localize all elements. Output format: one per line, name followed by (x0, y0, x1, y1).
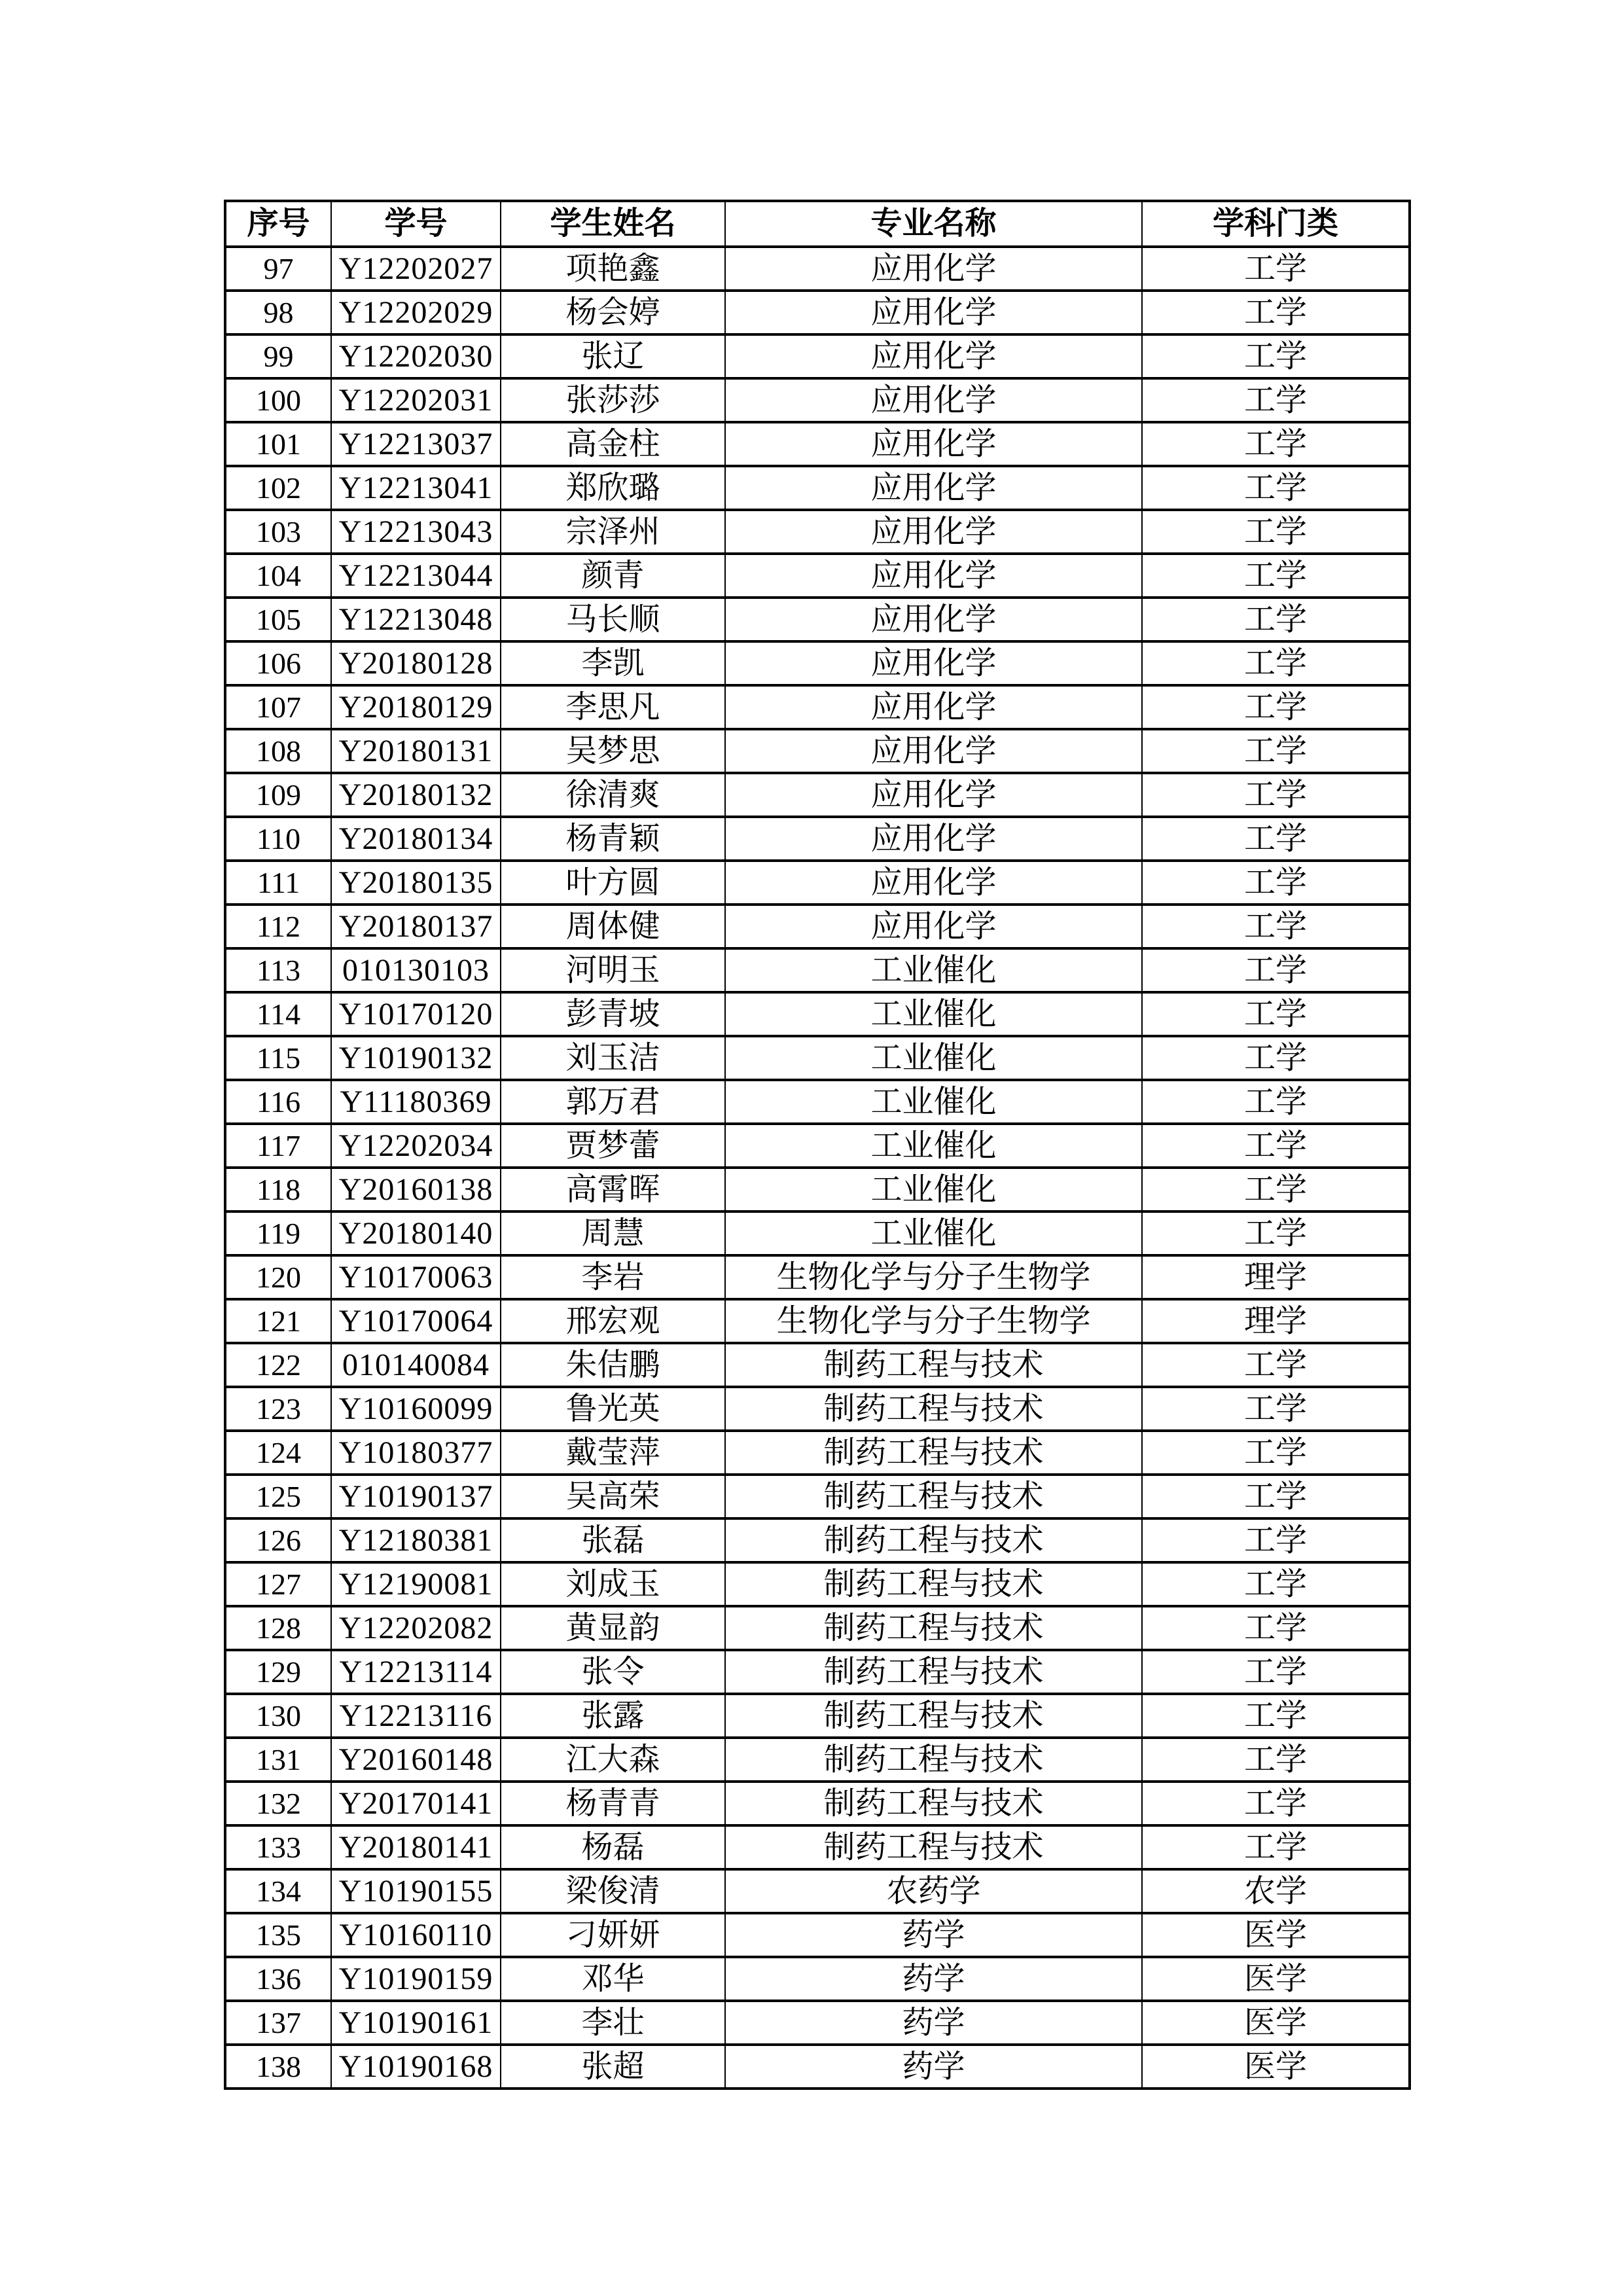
cell-student-id: Y12202034 (331, 1124, 501, 1168)
cell-student-name: 周慧 (501, 1211, 725, 1255)
cell-discipline: 工学 (1142, 1211, 1410, 1255)
cell-major: 工业催化 (725, 1211, 1142, 1255)
cell-major: 制药工程与技术 (725, 1475, 1142, 1518)
cell-student-id: Y20170141 (331, 1782, 501, 1825)
cell-major: 生物化学与分子生物学 (725, 1299, 1142, 1343)
table-row (225, 817, 1410, 861)
cell-major: 工业催化 (725, 992, 1142, 1036)
cell-student-name: 张莎莎 (501, 378, 725, 422)
cell-student-name: 徐清爽 (501, 773, 725, 817)
cell-student-name: 吴梦思 (501, 729, 725, 773)
table-row (225, 992, 1410, 1036)
cell-student-id: Y10190137 (331, 1475, 501, 1518)
cell-discipline: 工学 (1142, 685, 1410, 729)
cell-student-id: Y20180132 (331, 773, 501, 817)
cell-student-name: 宗泽州 (501, 510, 725, 554)
cell-discipline: 工学 (1142, 992, 1410, 1036)
cell-index: 135 (225, 1913, 331, 1957)
cell-student-name: 刁妍妍 (501, 1913, 725, 1957)
table-row (225, 510, 1410, 554)
cell-student-name: 江大森 (501, 1738, 725, 1782)
cell-student-name: 杨会婷 (501, 291, 725, 334)
cell-student-id: Y10160099 (331, 1387, 501, 1431)
cell-major: 制药工程与技术 (725, 1738, 1142, 1782)
cell-discipline: 工学 (1142, 1036, 1410, 1080)
cell-student-name: 李思凡 (501, 685, 725, 729)
cell-major: 应用化学 (725, 729, 1142, 773)
cell-index: 136 (225, 1957, 331, 2001)
cell-major: 应用化学 (725, 247, 1142, 291)
table-row (225, 861, 1410, 905)
cell-student-id: Y12180381 (331, 1518, 501, 1562)
cell-major: 应用化学 (725, 905, 1142, 948)
cell-student-id: Y12202029 (331, 291, 501, 334)
table-row (225, 1036, 1410, 1080)
cell-index: 115 (225, 1036, 331, 1080)
cell-student-id: Y12213041 (331, 466, 501, 510)
cell-index: 105 (225, 598, 331, 641)
cell-discipline: 工学 (1142, 1080, 1410, 1124)
cell-index: 134 (225, 1869, 331, 1913)
cell-student-id: Y12202030 (331, 334, 501, 378)
cell-index: 111 (225, 861, 331, 905)
cell-major: 制药工程与技术 (725, 1606, 1142, 1650)
cell-student-name: 梁俊清 (501, 1869, 725, 1913)
cell-major: 应用化学 (725, 466, 1142, 510)
cell-index: 129 (225, 1650, 331, 1694)
cell-student-id: Y20180134 (331, 817, 501, 861)
cell-student-id: Y10180377 (331, 1431, 501, 1475)
cell-student-name: 朱佶鹏 (501, 1343, 725, 1387)
cell-discipline: 工学 (1142, 773, 1410, 817)
cell-student-id: Y20180141 (331, 1825, 501, 1869)
cell-discipline: 工学 (1142, 861, 1410, 905)
cell-index: 121 (225, 1299, 331, 1343)
cell-discipline: 理学 (1142, 1255, 1410, 1299)
cell-major: 制药工程与技术 (725, 1562, 1142, 1606)
table-row (225, 1124, 1410, 1168)
cell-student-name: 张辽 (501, 334, 725, 378)
cell-discipline: 工学 (1142, 1475, 1410, 1518)
cell-major: 制药工程与技术 (725, 1387, 1142, 1431)
column-header-index: 序号 (225, 201, 331, 247)
table-row (225, 598, 1410, 641)
cell-student-name: 项艳鑫 (501, 247, 725, 291)
cell-student-name: 刘玉洁 (501, 1036, 725, 1080)
cell-student-name: 彭青坡 (501, 992, 725, 1036)
cell-student-id: Y12213043 (331, 510, 501, 554)
table-row (225, 1518, 1410, 1562)
cell-major: 应用化学 (725, 817, 1142, 861)
cell-index: 120 (225, 1255, 331, 1299)
table-row (225, 334, 1410, 378)
cell-major: 药学 (725, 1957, 1142, 2001)
cell-discipline: 工学 (1142, 1343, 1410, 1387)
table-row (225, 1738, 1410, 1782)
cell-index: 100 (225, 378, 331, 422)
cell-major: 制药工程与技术 (725, 1650, 1142, 1694)
cell-student-id: Y12202031 (331, 378, 501, 422)
table-row (225, 422, 1410, 466)
cell-major: 工业催化 (725, 1168, 1142, 1211)
table-row (225, 1650, 1410, 1694)
cell-discipline: 工学 (1142, 1431, 1410, 1475)
cell-student-id: 010130103 (331, 948, 501, 992)
cell-student-name: 叶方圆 (501, 861, 725, 905)
cell-discipline: 医学 (1142, 1957, 1410, 2001)
table-row (225, 2045, 1410, 2089)
table-header-row (225, 201, 1410, 247)
cell-index: 114 (225, 992, 331, 1036)
table-row (225, 948, 1410, 992)
cell-student-name: 李岩 (501, 1255, 725, 1299)
cell-major: 制药工程与技术 (725, 1431, 1142, 1475)
cell-discipline: 工学 (1142, 1518, 1410, 1562)
cell-student-id: Y12202027 (331, 247, 501, 291)
cell-student-id: Y10170063 (331, 1255, 501, 1299)
cell-discipline: 工学 (1142, 598, 1410, 641)
cell-discipline: 医学 (1142, 1913, 1410, 1957)
cell-student-id: Y10190161 (331, 2001, 501, 2045)
cell-student-id: Y10170120 (331, 992, 501, 1036)
cell-major: 应用化学 (725, 510, 1142, 554)
table-row (225, 1299, 1410, 1343)
cell-index: 138 (225, 2045, 331, 2089)
cell-student-id: Y12213044 (331, 554, 501, 598)
cell-student-id: Y20160148 (331, 1738, 501, 1782)
cell-index: 116 (225, 1080, 331, 1124)
cell-major: 药学 (725, 2001, 1142, 2045)
table-row (225, 1562, 1410, 1606)
cell-student-id: Y10190159 (331, 1957, 501, 2001)
cell-index: 127 (225, 1562, 331, 1606)
table-row (225, 1913, 1410, 1957)
cell-index: 130 (225, 1694, 331, 1738)
table-row (225, 1606, 1410, 1650)
cell-student-id: Y12213116 (331, 1694, 501, 1738)
cell-discipline: 工学 (1142, 422, 1410, 466)
cell-discipline: 工学 (1142, 641, 1410, 685)
cell-student-id: Y12213037 (331, 422, 501, 466)
cell-discipline: 工学 (1142, 817, 1410, 861)
cell-major: 制药工程与技术 (725, 1782, 1142, 1825)
cell-major: 应用化学 (725, 554, 1142, 598)
cell-student-id: Y12213114 (331, 1650, 501, 1694)
cell-student-name: 颜青 (501, 554, 725, 598)
cell-major: 工业催化 (725, 1036, 1142, 1080)
cell-student-id: Y10190168 (331, 2045, 501, 2089)
cell-student-id: Y10190155 (331, 1869, 501, 1913)
cell-student-name: 张令 (501, 1650, 725, 1694)
cell-index: 123 (225, 1387, 331, 1431)
cell-discipline: 工学 (1142, 1606, 1410, 1650)
column-header-student-id: 学号 (331, 201, 501, 247)
cell-student-id: Y20160138 (331, 1168, 501, 1211)
cell-index: 106 (225, 641, 331, 685)
cell-discipline: 医学 (1142, 2001, 1410, 2045)
cell-student-id: Y12213048 (331, 598, 501, 641)
cell-student-id: Y12190081 (331, 1562, 501, 1606)
cell-index: 125 (225, 1475, 331, 1518)
cell-index: 99 (225, 334, 331, 378)
cell-student-id: Y20180140 (331, 1211, 501, 1255)
cell-discipline: 工学 (1142, 1782, 1410, 1825)
cell-major: 应用化学 (725, 598, 1142, 641)
cell-index: 112 (225, 905, 331, 948)
cell-student-name: 贾梦蕾 (501, 1124, 725, 1168)
cell-student-id: Y20180128 (331, 641, 501, 685)
cell-major: 应用化学 (725, 291, 1142, 334)
column-header-discipline: 学科门类 (1142, 201, 1410, 247)
cell-discipline: 工学 (1142, 291, 1410, 334)
table-row (225, 1255, 1410, 1299)
table-row (225, 1475, 1410, 1518)
cell-index: 102 (225, 466, 331, 510)
cell-major: 应用化学 (725, 422, 1142, 466)
cell-major: 工业催化 (725, 948, 1142, 992)
table-row (225, 1168, 1410, 1211)
cell-discipline: 工学 (1142, 247, 1410, 291)
cell-student-id: Y20180135 (331, 861, 501, 905)
table-row (225, 641, 1410, 685)
cell-major: 制药工程与技术 (725, 1825, 1142, 1869)
cell-discipline: 工学 (1142, 948, 1410, 992)
student-roster-table (224, 200, 1411, 2090)
cell-index: 119 (225, 1211, 331, 1255)
cell-major: 工业催化 (725, 1080, 1142, 1124)
cell-student-name: 郑欣璐 (501, 466, 725, 510)
cell-discipline: 医学 (1142, 2045, 1410, 2089)
cell-discipline: 工学 (1142, 1650, 1410, 1694)
cell-student-name: 马长顺 (501, 598, 725, 641)
table-row (225, 729, 1410, 773)
table-row (225, 554, 1410, 598)
cell-discipline: 工学 (1142, 1168, 1410, 1211)
cell-student-id: Y10170064 (331, 1299, 501, 1343)
cell-major: 应用化学 (725, 773, 1142, 817)
cell-discipline: 工学 (1142, 334, 1410, 378)
cell-student-name: 高金柱 (501, 422, 725, 466)
cell-student-name: 邓华 (501, 1957, 725, 2001)
table-row (225, 291, 1410, 334)
cell-student-name: 高霄晖 (501, 1168, 725, 1211)
table-row (225, 905, 1410, 948)
cell-major: 药学 (725, 2045, 1142, 2089)
cell-student-name: 戴莹萍 (501, 1431, 725, 1475)
cell-discipline: 工学 (1142, 378, 1410, 422)
table-row (225, 1694, 1410, 1738)
cell-index: 124 (225, 1431, 331, 1475)
cell-discipline: 工学 (1142, 1124, 1410, 1168)
cell-index: 113 (225, 948, 331, 992)
cell-discipline: 工学 (1142, 729, 1410, 773)
cell-student-name: 杨青颖 (501, 817, 725, 861)
table-row (225, 1782, 1410, 1825)
cell-discipline: 工学 (1142, 466, 1410, 510)
cell-major: 应用化学 (725, 685, 1142, 729)
table-row (225, 378, 1410, 422)
cell-major: 应用化学 (725, 641, 1142, 685)
cell-major: 生物化学与分子生物学 (725, 1255, 1142, 1299)
cell-student-id: Y11180369 (331, 1080, 501, 1124)
table-row (225, 1387, 1410, 1431)
cell-student-id: Y12202082 (331, 1606, 501, 1650)
cell-student-name: 李凯 (501, 641, 725, 685)
cell-index: 101 (225, 422, 331, 466)
cell-student-id: Y20180131 (331, 729, 501, 773)
cell-major: 制药工程与技术 (725, 1694, 1142, 1738)
cell-student-name: 张超 (501, 2045, 725, 2089)
cell-discipline: 工学 (1142, 1694, 1410, 1738)
cell-index: 108 (225, 729, 331, 773)
cell-student-name: 周体健 (501, 905, 725, 948)
cell-index: 128 (225, 1606, 331, 1650)
cell-student-name: 吴高荣 (501, 1475, 725, 1518)
table-row (225, 773, 1410, 817)
cell-index: 137 (225, 2001, 331, 2045)
table-row (225, 1211, 1410, 1255)
cell-major: 应用化学 (725, 861, 1142, 905)
cell-index: 104 (225, 554, 331, 598)
column-header-major: 专业名称 (725, 201, 1142, 247)
cell-major: 制药工程与技术 (725, 1343, 1142, 1387)
cell-index: 132 (225, 1782, 331, 1825)
table-row (225, 1343, 1410, 1387)
table-row (225, 685, 1410, 729)
table-row (225, 1080, 1410, 1124)
table-row (225, 466, 1410, 510)
cell-index: 126 (225, 1518, 331, 1562)
cell-index: 133 (225, 1825, 331, 1869)
cell-discipline: 工学 (1142, 1825, 1410, 1869)
table-row (225, 1825, 1410, 1869)
cell-index: 117 (225, 1124, 331, 1168)
cell-student-id: Y20180137 (331, 905, 501, 948)
cell-student-name: 鲁光英 (501, 1387, 725, 1431)
table-row (225, 247, 1410, 291)
cell-major: 工业催化 (725, 1124, 1142, 1168)
table-row (225, 1431, 1410, 1475)
cell-major: 应用化学 (725, 378, 1142, 422)
table-row (225, 1869, 1410, 1913)
table-row (225, 1957, 1410, 2001)
cell-student-id: Y20180129 (331, 685, 501, 729)
cell-student-name: 郭万君 (501, 1080, 725, 1124)
cell-discipline: 工学 (1142, 510, 1410, 554)
cell-index: 118 (225, 1168, 331, 1211)
cell-index: 131 (225, 1738, 331, 1782)
cell-index: 97 (225, 247, 331, 291)
cell-major: 药学 (725, 1913, 1142, 1957)
cell-student-name: 杨磊 (501, 1825, 725, 1869)
cell-index: 109 (225, 773, 331, 817)
cell-student-name: 邢宏观 (501, 1299, 725, 1343)
table-row (225, 2001, 1410, 2045)
cell-discipline: 工学 (1142, 905, 1410, 948)
cell-student-name: 河明玉 (501, 948, 725, 992)
cell-index: 103 (225, 510, 331, 554)
cell-discipline: 农学 (1142, 1869, 1410, 1913)
cell-student-name: 李壮 (501, 2001, 725, 2045)
cell-student-name: 刘成玉 (501, 1562, 725, 1606)
cell-student-name: 张磊 (501, 1518, 725, 1562)
column-header-student-name: 学生姓名 (501, 201, 725, 247)
cell-student-name: 张露 (501, 1694, 725, 1738)
cell-student-id: Y10190132 (331, 1036, 501, 1080)
cell-major: 农药学 (725, 1869, 1142, 1913)
cell-discipline: 工学 (1142, 1387, 1410, 1431)
cell-discipline: 工学 (1142, 554, 1410, 598)
cell-student-name: 杨青青 (501, 1782, 725, 1825)
cell-discipline: 工学 (1142, 1738, 1410, 1782)
cell-student-name: 黄显韵 (501, 1606, 725, 1650)
cell-major: 制药工程与技术 (725, 1518, 1142, 1562)
cell-major: 应用化学 (725, 334, 1142, 378)
cell-index: 122 (225, 1343, 331, 1387)
cell-student-id: 010140084 (331, 1343, 501, 1387)
cell-discipline: 理学 (1142, 1299, 1410, 1343)
cell-student-id: Y10160110 (331, 1913, 501, 1957)
cell-index: 107 (225, 685, 331, 729)
cell-index: 110 (225, 817, 331, 861)
cell-discipline: 工学 (1142, 1562, 1410, 1606)
cell-index: 98 (225, 291, 331, 334)
